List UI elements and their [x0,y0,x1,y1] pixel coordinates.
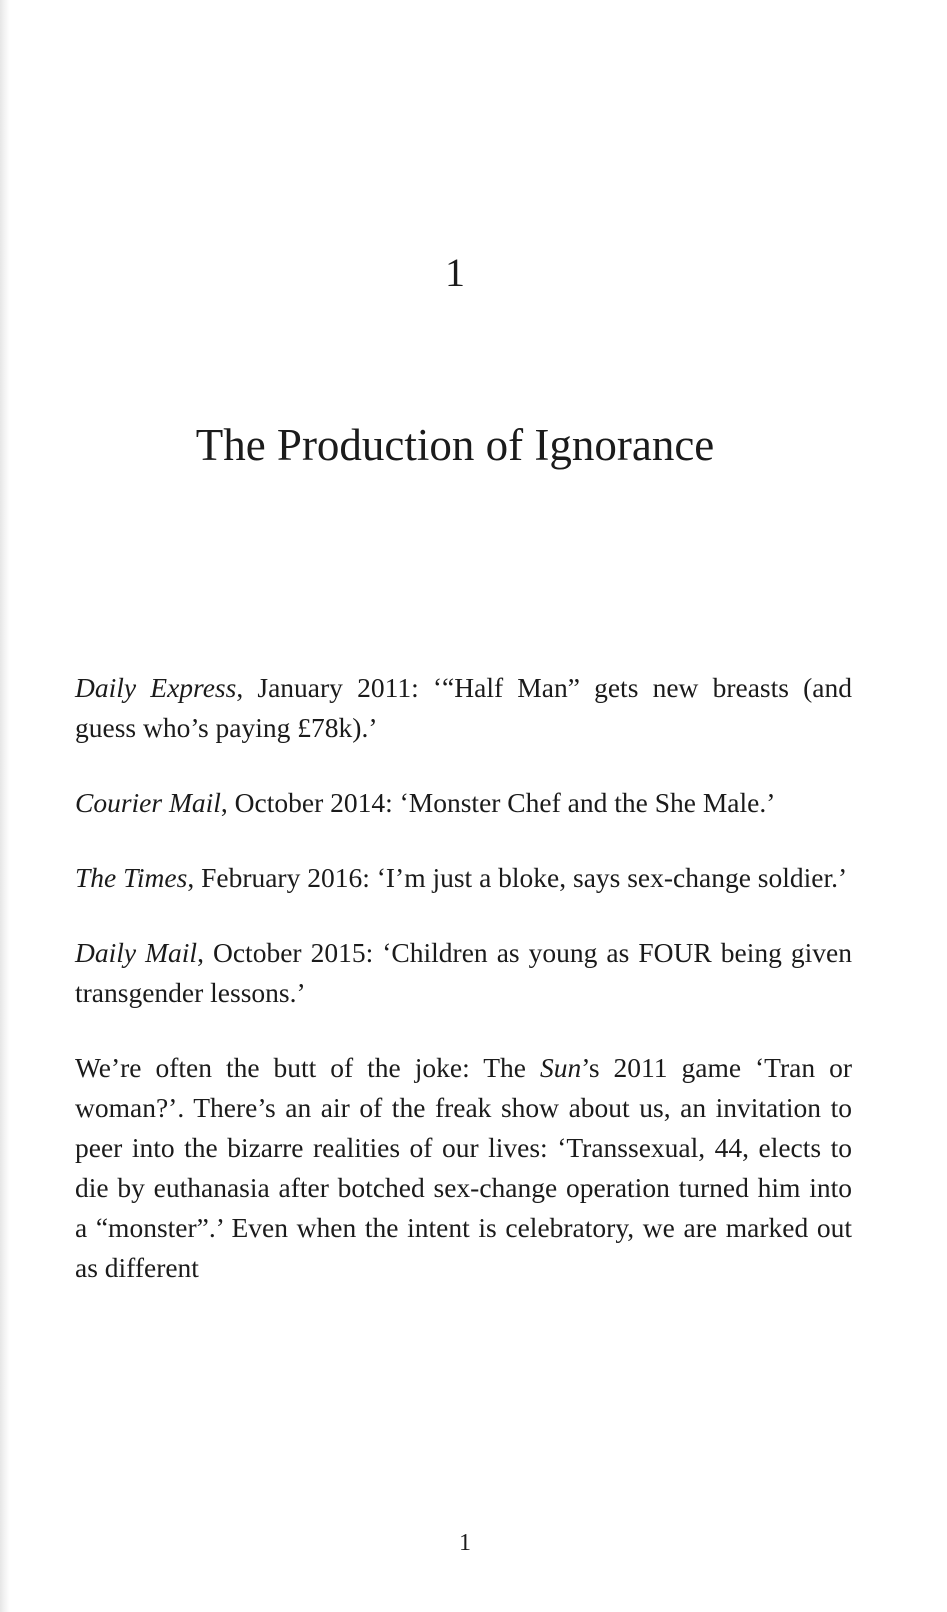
page-number: 1 [459,1530,471,1556]
headline-paragraph-the-times [75,858,852,898]
chapter-number: 1 [445,250,465,295]
headline-paragraph-courier-mail [75,783,852,823]
headline-source: Daily Express [75,672,237,703]
body-text [75,668,852,1288]
headline-paragraph-daily-mail [75,933,852,1013]
headline-text: , October 2014: ‘Monster Chef and the She Male.’ [220,787,776,818]
body-text-after: ’s 2011 game ‘Tran or woman?’. There’s an air of the freak show about us, an invitation to peer into the bizarre realities of our lives: ‘Transsexual, 44, elects to die by euthanasia after botched sex-change operation turned him into a “monster”.’ Even when the intent is celebratory, we are marked out as different [75,1052,853,1283]
headline-text: , February 2016: ‘I’m just a bloke, says sex-change soldier.’ [187,862,848,893]
headline-source: Courier Mail [75,787,221,818]
chapter-title: The Production of Ignorance [195,420,715,470]
headline-source: The Times [75,862,188,893]
body-text-before: We’re often the butt of the joke: The [75,1052,540,1083]
headline-paragraph-daily-express [75,668,852,748]
headline-text: , January 2011: ‘“Half Man” gets new breasts (and guess who’s paying £78k).’ [75,672,852,743]
headline-source: Daily Mail [75,937,198,968]
body-text-italic-sun: Sun [539,1052,582,1083]
page-edge-shadow [0,0,10,1612]
body-paragraph [75,1048,852,1288]
headline-text: , October 2015: ‘Children as young as FOUR being given transgender lessons.’ [75,937,852,1008]
